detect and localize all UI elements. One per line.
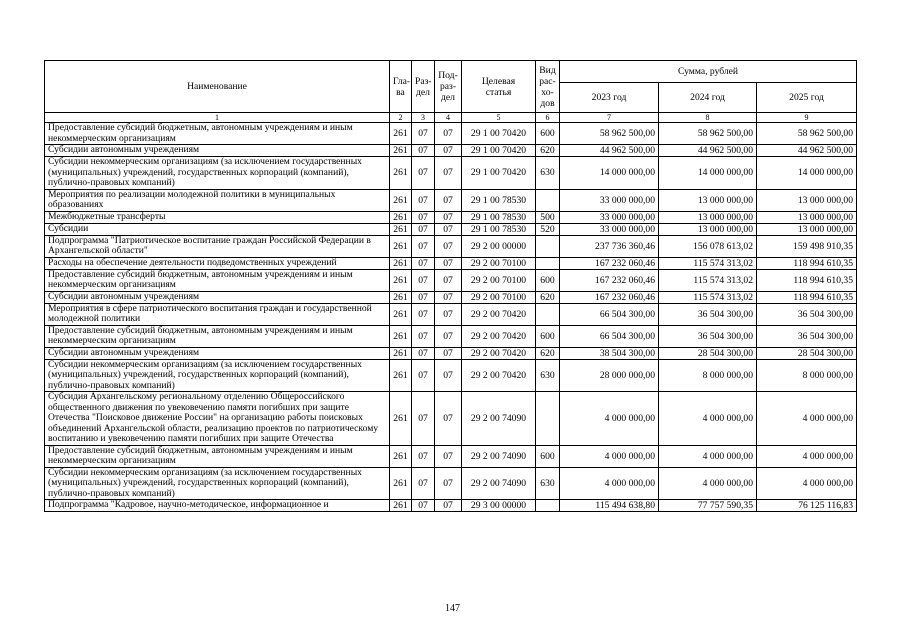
row-sum-2023: 58 962 500,00 bbox=[560, 123, 659, 145]
row-podrazdel: 07 bbox=[435, 157, 462, 190]
row-sum-2024: 156 078 613,02 bbox=[659, 235, 757, 257]
row-sum-2024: 4 000 000,00 bbox=[659, 392, 757, 446]
row-sum-2023: 167 232 060,46 bbox=[560, 291, 659, 303]
row-name: Расходы на обеспечение деятельности подведомственных учреждений bbox=[45, 257, 390, 269]
row-glava: 261 bbox=[390, 235, 412, 257]
row-expense-type: 630 bbox=[536, 157, 560, 190]
header-sum: Сумма, рублей bbox=[560, 61, 857, 83]
row-glava: 261 bbox=[390, 500, 412, 512]
row-name: Субсидии некоммерческим организациям (за исключением государственных (муниципальных) учреждений, государственных корпораций (компаний), публично-правовых компаний) bbox=[45, 467, 390, 500]
row-sum-2024: 8 000 000,00 bbox=[659, 359, 757, 392]
row-target-article: 29 2 00 70100 bbox=[462, 257, 536, 269]
row-sum-2023: 33 000 000,00 bbox=[560, 223, 659, 235]
row-sum-2023: 66 504 300,00 bbox=[560, 325, 659, 347]
row-sum-2025: 28 504 300,00 bbox=[757, 347, 857, 359]
row-podrazdel: 07 bbox=[435, 303, 462, 325]
row-podrazdel: 07 bbox=[435, 467, 462, 500]
row-name: Субсидии bbox=[45, 223, 390, 235]
row-glava: 261 bbox=[390, 145, 412, 157]
row-glava: 261 bbox=[390, 392, 412, 446]
row-sum-2024: 58 962 500,00 bbox=[659, 123, 757, 145]
row-glava: 261 bbox=[390, 303, 412, 325]
row-sum-2023: 66 504 300,00 bbox=[560, 303, 659, 325]
row-target-article: 29 2 00 74090 bbox=[462, 445, 536, 467]
header-vid: Вид рас- хо- дов bbox=[536, 61, 560, 113]
row-glava: 261 bbox=[390, 347, 412, 359]
row-name: Субсидия Архангельскому региональному отделению Общероссийского общественного движения по увековечению памяти погибших при защите Отечества "Поисковое движение России" на организацию работы поисковых объединений Архангельской области, реализацию проектов по патриотическому воспитанию и увековечению памяти погибших при защите Отечества bbox=[45, 392, 390, 446]
row-sum-2023: 167 232 060,46 bbox=[560, 257, 659, 269]
row-target-article: 29 1 00 78530 bbox=[462, 211, 536, 223]
row-razdel: 07 bbox=[412, 325, 435, 347]
row-podrazdel: 07 bbox=[435, 189, 462, 211]
row-name: Предоставление субсидий бюджетным, автономным учреждениям и иным некоммерческим организациям bbox=[45, 325, 390, 347]
row-target-article: 29 2 00 70100 bbox=[462, 291, 536, 303]
row-glava: 261 bbox=[390, 359, 412, 392]
row-razdel: 07 bbox=[412, 257, 435, 269]
row-razdel: 07 bbox=[412, 189, 435, 211]
row-razdel: 07 bbox=[412, 223, 435, 235]
row-sum-2025: 13 000 000,00 bbox=[757, 211, 857, 223]
row-glava: 261 bbox=[390, 291, 412, 303]
row-sum-2025: 118 994 610,35 bbox=[757, 291, 857, 303]
row-sum-2023: 44 962 500,00 bbox=[560, 145, 659, 157]
row-name: Подпрограмма "Кадровое, научно-методическое, информационное и bbox=[45, 500, 390, 512]
row-glava: 261 bbox=[390, 325, 412, 347]
row-sum-2025: 13 000 000,00 bbox=[757, 223, 857, 235]
row-name: Субсидии некоммерческим организациям (за исключением государственных (муниципальных) учреждений, государственных корпораций (компаний), публично-правовых компаний) bbox=[45, 157, 390, 190]
row-razdel: 07 bbox=[412, 211, 435, 223]
row-sum-2023: 4 000 000,00 bbox=[560, 392, 659, 446]
column-index: 3 bbox=[412, 113, 435, 123]
row-razdel: 07 bbox=[412, 467, 435, 500]
row-target-article: 29 1 00 70420 bbox=[462, 145, 536, 157]
row-razdel: 07 bbox=[412, 445, 435, 467]
row-sum-2023: 167 232 060,46 bbox=[560, 269, 659, 291]
column-index: 7 bbox=[560, 113, 659, 123]
header-glava: Гла- ва bbox=[390, 61, 412, 113]
row-sum-2023: 4 000 000,00 bbox=[560, 467, 659, 500]
row-expense-type: 630 bbox=[536, 467, 560, 500]
row-sum-2024: 4 000 000,00 bbox=[659, 467, 757, 500]
table-row bbox=[45, 467, 857, 500]
row-podrazdel: 07 bbox=[435, 392, 462, 446]
row-target-article: 29 1 00 70420 bbox=[462, 123, 536, 145]
table-row bbox=[45, 291, 857, 303]
row-expense-type: 620 bbox=[536, 347, 560, 359]
row-podrazdel: 07 bbox=[435, 359, 462, 392]
row-sum-2024: 28 504 300,00 bbox=[659, 347, 757, 359]
row-expense-type bbox=[536, 392, 560, 446]
row-name: Межбюджетные трансферты bbox=[45, 211, 390, 223]
row-name: Субсидии автономным учреждениям bbox=[45, 347, 390, 359]
table-row bbox=[45, 223, 857, 235]
table-row bbox=[45, 235, 857, 257]
row-sum-2025: 44 962 500,00 bbox=[757, 145, 857, 157]
row-razdel: 07 bbox=[412, 235, 435, 257]
table-row bbox=[45, 211, 857, 223]
row-name: Мероприятия в сфере патриотического воспитания граждан и государственной молодежной политики bbox=[45, 303, 390, 325]
row-glava: 261 bbox=[390, 189, 412, 211]
budget-table bbox=[44, 60, 857, 512]
row-razdel: 07 bbox=[412, 123, 435, 145]
row-target-article: 29 2 00 00000 bbox=[462, 235, 536, 257]
row-expense-type: 600 bbox=[536, 445, 560, 467]
row-sum-2025: 4 000 000,00 bbox=[757, 445, 857, 467]
row-expense-type bbox=[536, 257, 560, 269]
row-sum-2024: 115 574 313,02 bbox=[659, 269, 757, 291]
row-podrazdel: 07 bbox=[435, 291, 462, 303]
row-glava: 261 bbox=[390, 467, 412, 500]
row-podrazdel: 07 bbox=[435, 269, 462, 291]
row-name: Субсидии некоммерческим организациям (за исключением государственных (муниципальных) учреждений, государственных корпораций (компаний), публично-правовых компаний) bbox=[45, 359, 390, 392]
page-number: 147 bbox=[445, 603, 460, 614]
row-podrazdel: 07 bbox=[435, 257, 462, 269]
header-year-2024: 2024 год bbox=[659, 83, 757, 113]
row-sum-2024: 4 000 000,00 bbox=[659, 445, 757, 467]
header-name: Наименование bbox=[45, 61, 390, 113]
table-body bbox=[45, 123, 857, 512]
row-sum-2025: 8 000 000,00 bbox=[757, 359, 857, 392]
row-expense-type: 620 bbox=[536, 291, 560, 303]
row-sum-2025: 76 125 116,83 bbox=[757, 500, 857, 512]
row-expense-type: 620 bbox=[536, 145, 560, 157]
row-sum-2025: 14 000 000,00 bbox=[757, 157, 857, 190]
row-sum-2023: 115 494 638,80 bbox=[560, 500, 659, 512]
row-target-article: 29 1 00 78530 bbox=[462, 189, 536, 211]
row-razdel: 07 bbox=[412, 500, 435, 512]
row-target-article: 29 2 00 70100 bbox=[462, 269, 536, 291]
row-razdel: 07 bbox=[412, 392, 435, 446]
row-sum-2024: 36 504 300,00 bbox=[659, 325, 757, 347]
row-target-article: 29 2 00 74090 bbox=[462, 467, 536, 500]
table-row bbox=[45, 500, 857, 512]
table-row bbox=[45, 392, 857, 446]
row-glava: 261 bbox=[390, 157, 412, 190]
header-target: Целевая статья bbox=[462, 61, 536, 113]
column-index: 2 bbox=[390, 113, 412, 123]
row-expense-type: 600 bbox=[536, 269, 560, 291]
row-expense-type: 630 bbox=[536, 359, 560, 392]
row-name: Предоставление субсидий бюджетным, автономным учреждениям и иным некоммерческим организациям bbox=[45, 269, 390, 291]
row-target-article: 29 1 00 78530 bbox=[462, 223, 536, 235]
column-index-row bbox=[45, 113, 857, 123]
row-razdel: 07 bbox=[412, 291, 435, 303]
table-row bbox=[45, 445, 857, 467]
row-expense-type bbox=[536, 235, 560, 257]
table-row bbox=[45, 189, 857, 211]
row-target-article: 29 2 00 70420 bbox=[462, 303, 536, 325]
row-sum-2024: 13 000 000,00 bbox=[659, 223, 757, 235]
column-index: 9 bbox=[757, 113, 857, 123]
row-sum-2024: 115 574 313,02 bbox=[659, 291, 757, 303]
column-index: 6 bbox=[536, 113, 560, 123]
row-sum-2023: 4 000 000,00 bbox=[560, 445, 659, 467]
row-podrazdel: 07 bbox=[435, 211, 462, 223]
column-index: 4 bbox=[435, 113, 462, 123]
row-glava: 261 bbox=[390, 257, 412, 269]
header-razdel: Раз- дел bbox=[412, 61, 435, 113]
row-podrazdel: 07 bbox=[435, 500, 462, 512]
table-row bbox=[45, 145, 857, 157]
row-expense-type: 500 bbox=[536, 211, 560, 223]
row-sum-2024: 44 962 500,00 bbox=[659, 145, 757, 157]
row-razdel: 07 bbox=[412, 157, 435, 190]
row-sum-2024: 13 000 000,00 bbox=[659, 211, 757, 223]
row-sum-2024: 115 574 313,02 bbox=[659, 257, 757, 269]
row-sum-2025: 4 000 000,00 bbox=[757, 392, 857, 446]
row-expense-type bbox=[536, 500, 560, 512]
row-sum-2025: 13 000 000,00 bbox=[757, 189, 857, 211]
row-name: Предоставление субсидий бюджетным, автономным учреждениям и иным некоммерческим организациям bbox=[45, 445, 390, 467]
table-row bbox=[45, 359, 857, 392]
table-row bbox=[45, 325, 857, 347]
row-podrazdel: 07 bbox=[435, 235, 462, 257]
row-expense-type bbox=[536, 189, 560, 211]
row-name: Субсидии автономным учреждениям bbox=[45, 145, 390, 157]
row-glava: 261 bbox=[390, 123, 412, 145]
row-name: Предоставление субсидий бюджетным, автономным учреждениям и иным некоммерческим организациям bbox=[45, 123, 390, 145]
table-row bbox=[45, 123, 857, 145]
row-sum-2023: 237 736 360,46 bbox=[560, 235, 659, 257]
row-sum-2023: 33 000 000,00 bbox=[560, 211, 659, 223]
row-sum-2024: 77 757 590,35 bbox=[659, 500, 757, 512]
row-sum-2025: 58 962 500,00 bbox=[757, 123, 857, 145]
row-name: Субсидии автономным учреждениям bbox=[45, 291, 390, 303]
row-razdel: 07 bbox=[412, 303, 435, 325]
row-razdel: 07 bbox=[412, 359, 435, 392]
row-razdel: 07 bbox=[412, 347, 435, 359]
row-expense-type: 600 bbox=[536, 123, 560, 145]
column-index: 5 bbox=[462, 113, 536, 123]
row-sum-2025: 36 504 300,00 bbox=[757, 325, 857, 347]
table-header bbox=[45, 61, 857, 123]
row-sum-2025: 159 498 910,35 bbox=[757, 235, 857, 257]
row-sum-2025: 36 504 300,00 bbox=[757, 303, 857, 325]
row-podrazdel: 07 bbox=[435, 347, 462, 359]
row-name: Подпрограмма "Патриотическое воспитание граждан Российской Федерации в Архангельской области" bbox=[45, 235, 390, 257]
row-expense-type bbox=[536, 303, 560, 325]
row-glava: 261 bbox=[390, 211, 412, 223]
row-podrazdel: 07 bbox=[435, 145, 462, 157]
table-row bbox=[45, 303, 857, 325]
table-row bbox=[45, 257, 857, 269]
row-razdel: 07 bbox=[412, 269, 435, 291]
row-sum-2025: 118 994 610,35 bbox=[757, 257, 857, 269]
header-podrazdel: Под- раз- дел bbox=[435, 61, 462, 113]
row-expense-type: 600 bbox=[536, 325, 560, 347]
row-sum-2025: 4 000 000,00 bbox=[757, 467, 857, 500]
row-sum-2023: 33 000 000,00 bbox=[560, 189, 659, 211]
row-glava: 261 bbox=[390, 445, 412, 467]
row-target-article: 29 1 00 70420 bbox=[462, 157, 536, 190]
row-target-article: 29 2 00 70420 bbox=[462, 347, 536, 359]
row-sum-2024: 36 504 300,00 bbox=[659, 303, 757, 325]
column-index: 8 bbox=[659, 113, 757, 123]
row-sum-2023: 28 000 000,00 bbox=[560, 359, 659, 392]
header-year-2025: 2025 год bbox=[757, 83, 857, 113]
row-sum-2023: 14 000 000,00 bbox=[560, 157, 659, 190]
column-index: 1 bbox=[45, 113, 390, 123]
row-podrazdel: 07 bbox=[435, 123, 462, 145]
header-year-2023: 2023 год bbox=[560, 83, 659, 113]
row-glava: 261 bbox=[390, 223, 412, 235]
table-row bbox=[45, 157, 857, 190]
row-target-article: 29 2 00 70420 bbox=[462, 359, 536, 392]
row-sum-2024: 14 000 000,00 bbox=[659, 157, 757, 190]
row-glava: 261 bbox=[390, 269, 412, 291]
row-target-article: 29 3 00 00000 bbox=[462, 500, 536, 512]
row-target-article: 29 2 00 70420 bbox=[462, 325, 536, 347]
row-podrazdel: 07 bbox=[435, 223, 462, 235]
table-row bbox=[45, 347, 857, 359]
row-target-article: 29 2 00 74090 bbox=[462, 392, 536, 446]
row-expense-type: 520 bbox=[536, 223, 560, 235]
row-sum-2024: 13 000 000,00 bbox=[659, 189, 757, 211]
row-podrazdel: 07 bbox=[435, 445, 462, 467]
row-podrazdel: 07 bbox=[435, 325, 462, 347]
row-name: Мероприятия по реализации молодежной политики в муниципальных образованиях bbox=[45, 189, 390, 211]
table-row bbox=[45, 269, 857, 291]
row-razdel: 07 bbox=[412, 145, 435, 157]
row-sum-2023: 38 504 300,00 bbox=[560, 347, 659, 359]
row-sum-2025: 118 994 610,35 bbox=[757, 269, 857, 291]
